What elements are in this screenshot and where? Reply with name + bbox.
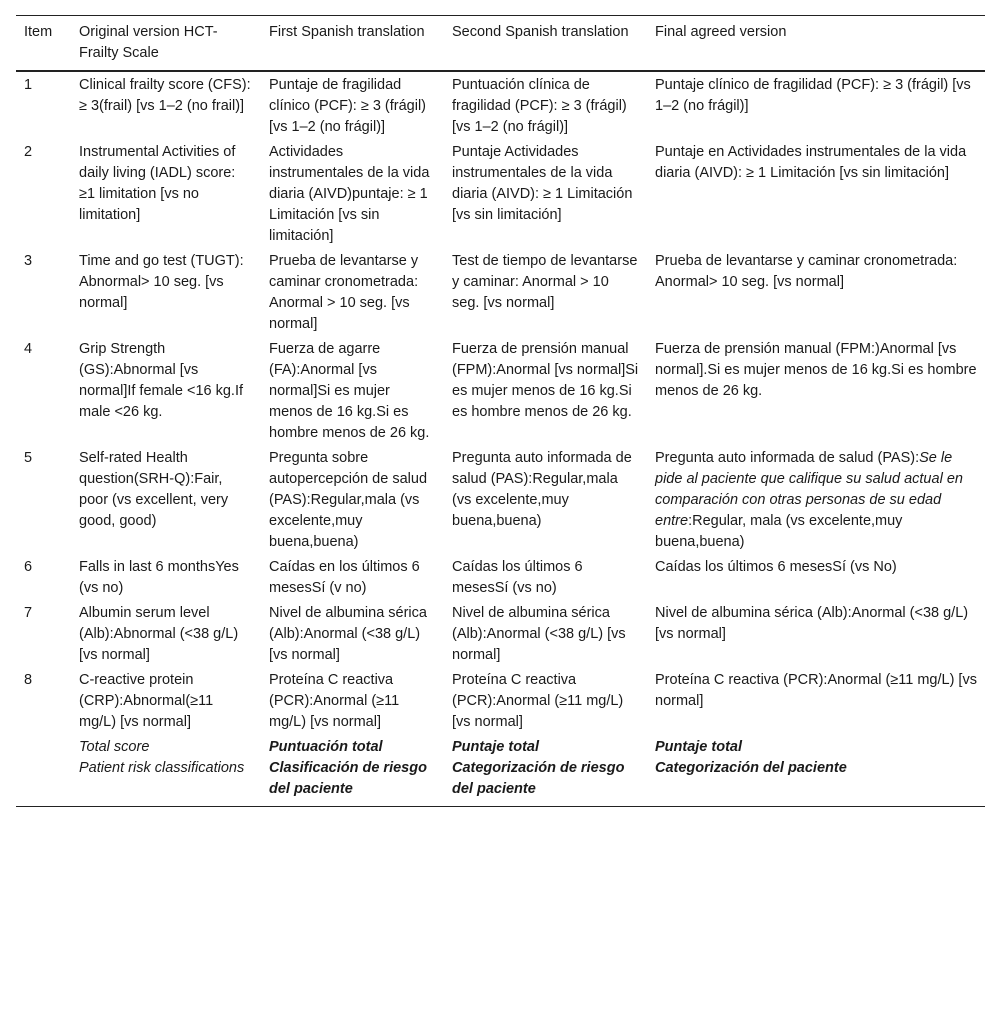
- cell-second: Caídas los últimos 6 mesesSí (vs no): [452, 559, 583, 596]
- table-row: [16, 668, 985, 735]
- cell-item: 7: [24, 605, 33, 621]
- cell-second: Proteína C reactiva (PCR):Anormal (≥11 mg/L) [vs normal]: [452, 672, 624, 730]
- cell-first: Nivel de albumina sérica (Alb):Anormal (<38 g/L) [vs normal]: [269, 605, 427, 663]
- cell-original: Clinical frailty score (CFS): ≥ 3(frail) [vs 1–2 (no frail)]: [79, 77, 251, 114]
- cell-original: Falls in last 6 monthsYes (vs no): [79, 559, 239, 596]
- table-row: [16, 337, 985, 446]
- final-text-italic: Se le pide al paciente que califique su salud actual en comparación con otras personas de su edad entre: [655, 450, 963, 529]
- footer-item-empty: [16, 735, 71, 807]
- cell-original: C-reactive protein (CRP):Abnormal(≥11 mg/L) [vs normal]: [79, 672, 214, 730]
- cell-second: Test de tiempo de levantarse y caminar: Anormal > 10 seg. [vs normal]: [452, 253, 638, 311]
- risk-classification-label: Patient risk classifications: [79, 760, 245, 776]
- cell-final: Puntaje en Actividades instrumentales de la vida diaria (AIVD): ≥ 1 Limitación [vs sin limitación]: [655, 144, 967, 181]
- cell-item: 2: [24, 144, 33, 160]
- table-row: [16, 71, 985, 140]
- cell-original: Albumin serum level (Alb):Abnormal (<38 g/L) [vs normal]: [79, 605, 239, 663]
- cell-item: 1: [24, 77, 33, 93]
- header-second-translation: Second Spanish translation: [444, 16, 647, 72]
- cell-original: Grip Strength (GS):Abnormal [vs normal]If female <16 kg.If male <26 kg.: [79, 341, 244, 420]
- risk-classification-label: Categorización de riesgo del paciente: [452, 760, 625, 797]
- cell-item: 8: [24, 672, 33, 688]
- total-score-label: Puntaje total: [655, 739, 743, 755]
- header-first-translation: First Spanish translation: [261, 16, 444, 72]
- cell-final: Fuerza de prensión manual (FPM:)Anormal [vs normal].Si es mujer menos de 16 kg.Si es hombre menos de 26 kg.: [655, 341, 977, 399]
- final-text-pre: Pregunta auto informada de salud (PAS):: [655, 450, 920, 466]
- cell-first: Puntaje de fragilidad clínico (PCF): ≥ 3 (frágil) [vs 1–2 (no frágil)]: [269, 77, 427, 135]
- table-row: [16, 249, 985, 337]
- cell-item: 4: [24, 341, 33, 357]
- cell-final: Proteína C reactiva (PCR):Anormal (≥11 mg/L) [vs normal]: [655, 672, 977, 709]
- cell-second: Fuerza de prensión manual (FPM):Anormal [vs normal]Si es mujer menos de 16 kg.Si es hombre menos de 26 kg.: [452, 341, 639, 420]
- cell-item: 5: [24, 450, 33, 466]
- cell-final: Prueba de levantarse y caminar cronometrada: Anormal> 10 seg. [vs normal]: [655, 253, 958, 290]
- header-original: Original version HCT-Frailty Scale: [71, 16, 261, 72]
- cell-second: Nivel de albumina sérica (Alb):Anormal (<38 g/L) [vs normal]: [452, 605, 626, 663]
- footer-second: [444, 735, 647, 807]
- risk-classification-label: Categorización del paciente: [655, 760, 847, 776]
- total-score-label: Puntuación total: [269, 739, 383, 755]
- table-row: [16, 601, 985, 668]
- total-score-label: Puntaje total: [452, 739, 540, 755]
- table-row: [16, 555, 985, 601]
- header-row: [16, 16, 985, 72]
- cell-first: Proteína C reactiva (PCR):Anormal (≥11 mg/L) [vs normal]: [269, 672, 400, 730]
- footer-row: [16, 735, 985, 807]
- cell-final: Nivel de albumina sérica (Alb):Anormal (<38 g/L) [vs normal]: [655, 605, 969, 642]
- cell-final: Puntaje clínico de fragilidad (PCF): ≥ 3 (frágil) [vs 1–2 (no frágil)]: [655, 77, 971, 114]
- table-row: [16, 446, 985, 555]
- cell-original: Instrumental Activities of daily living (IADL) score: ≥1 limitation [vs no limitation]: [79, 144, 236, 223]
- cell-original: Time and go test (TUGT): Abnormal> 10 seg. [vs normal]: [79, 253, 244, 311]
- footer-original: [71, 735, 261, 807]
- cell-second: Pregunta auto informada de salud (PAS):Regular,mala (vs excelente,muy buena,buena): [452, 450, 632, 529]
- cell-second: Puntaje Actividades instrumentales de la vida diaria (AIVD): ≥ 1 Limitación [vs sin limitación]: [452, 144, 633, 223]
- cell-second: Puntuación clínica de fragilidad (PCF): ≥ 3 (frágil) [vs 1–2 (no frágil)]: [452, 77, 627, 135]
- header-item: Item: [16, 16, 71, 72]
- cell-first: Actividades instrumentales de la vida diaria (AIVD)puntaje: ≥ 1 Limitación [vs sin limitación]: [269, 144, 430, 244]
- translation-table: [16, 15, 985, 807]
- cell-item: 3: [24, 253, 33, 269]
- cell-first: Pregunta sobre autopercepción de salud (PAS):Regular,mala (vs excelente,muy buena,buena): [269, 450, 428, 550]
- cell-final: Caídas los últimos 6 mesesSí (vs No): [655, 559, 897, 575]
- footer-first: [261, 735, 444, 807]
- cell-original: Self-rated Health question(SRH-Q):Fair, poor (vs excellent, very good, good): [79, 450, 229, 529]
- risk-classification-label: Clasificación de riesgo del paciente: [269, 760, 427, 797]
- cell-first: Caídas en los últimos 6 mesesSí (v no): [269, 559, 420, 596]
- table-row: [16, 140, 985, 249]
- cell-item: 6: [24, 559, 33, 575]
- final-text-post: :Regular, mala (vs excelente,muy buena,buena): [655, 513, 903, 550]
- total-score-label: Total score: [79, 739, 150, 755]
- cell-first: Fuerza de agarre (FA):Anormal [vs normal]Si es mujer menos de 16 kg.Si es hombre menos de 26 kg.: [269, 341, 430, 441]
- cell-first: Prueba de levantarse y caminar cronometrada: Anormal > 10 seg. [vs normal]: [269, 253, 419, 332]
- header-final-version: Final agreed version: [647, 16, 985, 72]
- footer-final: [647, 735, 985, 807]
- cell-final: [647, 446, 985, 555]
